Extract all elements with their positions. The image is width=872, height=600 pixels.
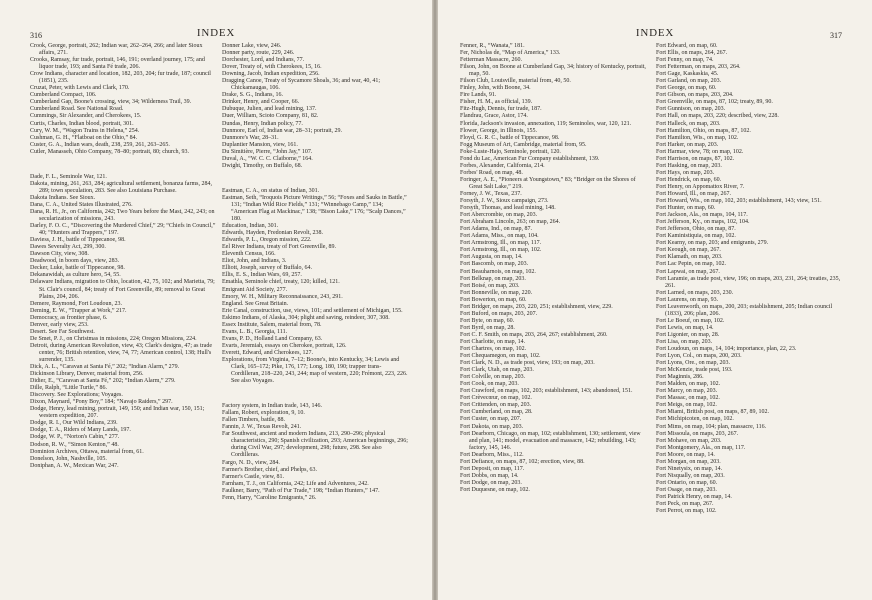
index-entry: Cury, W. M., “Wagon Trains in Helena,” 254. [30,127,140,134]
index-entry: Fort Missoula, on maps, 203, 267. [656,430,739,437]
index-entry: Dille, Ralph, “Little Turtle,” 86. [30,385,107,392]
index-entry: Dover, Treaty of, with Cherokees, 15, 16. [222,64,322,71]
index-entry: Fort Howard, Wis., on map, 102, 203; establishment, 143; view, 151. [656,198,822,205]
section-gap [30,162,217,168]
index-entry: Drake, S. G., Indians, 16. [222,92,283,99]
index-entry: Fort Lisa, on map, 203. [656,338,713,345]
index-entry: Education, Indian, 301. [222,223,279,230]
index-entry: Fort Loudoun, on maps, 14, 104; importance, plan, 22, 23. [656,346,797,353]
index-entry: Fort Hunter, on map, 60. [656,205,716,212]
index-entry: Fort Defiance, on maps, 87, 102; erection, view, 88. [460,458,585,465]
index-entry: Cumberland Road. See National Road. [30,106,124,113]
index-entry: Fort C. F. Smith, on maps, 203, 264, 267; establishment, 260. [460,331,608,338]
index-entry: Fort Adams, Ind., on map, 87. [460,226,532,233]
index-entry: Curtis, Charles, Indian blood, portrait, 301. [30,120,134,127]
index-entry: Cushman, G. H., “Flatboat on the Ohio,” 84. [30,134,138,141]
left-page [0,0,432,600]
index-entry: Everett, Edward, and Cherokees, 127. [222,349,313,356]
index-entry: Floyd, G. R. C., battle of Tippecanoe, 98. [460,134,560,141]
index-entry: Discovery. See Explorations; Voyages. [30,392,123,399]
index-entry: Fort Bridger, on maps, 203, 220, 251; establishment, view, 229. [460,303,613,310]
index-entry: Dodge, W. P., “Norton's Cabin,” 277. [30,434,120,441]
index-entry: Fort Gage, Kaskaskia, 45. [656,71,719,78]
index-entry: Fort Keough, on map, 267. [656,247,721,254]
index-entry: Fort Clark, Utah, on map, 203. [460,367,534,374]
index-entry: Dakota, mining, 261, 263, 284; agricultural settlement, bonanza farms, 284, 289; town speculation, 283. See also Louisiana Purchase. [30,180,212,194]
index-entry: Dunmore's War, 28–31. [222,134,279,141]
left-column-b [222,43,409,502]
index-entry: Cumberland Compact, 106. [30,92,97,99]
index-entry: Fort Charlotte, on map, 14. [460,338,526,345]
index-entry: Dodson, R. W., “Simon Kenton,” 48. [30,441,119,448]
index-entry: Fort Halleck, on map, 203. [656,120,721,127]
index-entry: Duval, A., “W. C. C. Claiborne,” 164. [222,155,313,162]
index-entry: Fort Harrison, on maps, 87, 102. [656,155,735,162]
index-entry: Eliot, John, and Indians, 3. [222,258,287,265]
index-entry: Fort Klamath, on map, 203. [656,254,723,261]
index-entry: Fort Mohave, on map, 203. [656,437,722,444]
index-entry: Fort Ellis, on maps, 264, 267. [656,50,728,57]
index-entry: Fort Moore, on map, 14. [656,451,715,458]
index-entry: Fort Perrot, on map, 102. [656,508,717,515]
index-entry: Dawson City, view, 308. [30,251,89,258]
index-entry: Emathla, Seminole chief, treaty, 120; killed, 121. [222,279,340,286]
index-entry: Dominion Archives, Ottawa, material from, 61. [30,448,144,455]
index-entry: Fer, Nicholas de, “Map of America,” 133. [460,50,561,57]
index-entry: Edwards, Hayden, Fredonian Revolt, 238. [222,230,323,237]
running-head-left: INDEX [196,27,236,39]
index-entry: Fort Lyon, Col., on maps, 200, 203. [656,353,742,360]
index-entry: Fort Morgan, on map, 203. [656,458,721,465]
index-entry: Farmer's Brother, chief, and Phelps, 63. [222,466,317,473]
index-entry: Fort George, on map, 60. [656,85,717,92]
index-entry: Erie Canal, construction, use, views, 101; and settlement of Michigan, 155. [222,307,403,314]
index-entry: Dundas, Henry, Indian policy, 77. [222,120,303,127]
index-entry: Dana, R. H., Jr., on California, 242; Two Years before the Mast, 242, 243; on secularization of missions, 243. [30,208,215,223]
index-entry: Evans, L. B., Georgia, 111. [222,328,288,335]
index-entry: Fort Meigs, on map, 102. [656,402,717,409]
index-entry: Fort Jefferson, Ky., on maps, 102, 104. [656,219,750,226]
index-entry: Eastman, Seth, “Iroquois Picture Writings,” 56; “Foxes and Sauks in Battle,” 131; “Indian Wild Rice Fields,” 131; “Winnebago Camp,” 134; “American Flag at Mackinac,” 138; “Bison Lake,” 176; “Scalp Dances,” 180. [222,194,407,223]
index-entry: Fort Ontario, on map, 60. [656,479,718,486]
index-entry: Detroit, during American Revolution, view, 43; Clark's designs, 47; as trade center, 76; British retention, view, 74, 77; American control, 138; Hull's surrender, 135. [30,342,212,363]
index-entry: Demere, Raymond, Fort Loudoun, 23. [30,300,122,307]
index-entry: Fogg Museum of Art, Cambridge, material from, 95. [460,141,587,148]
index-entry: Fort Ligonier, on map, 28. [656,331,720,338]
index-entry: Fort Miami, British post, on maps, 87, 89, 102. [656,409,770,416]
index-entry: Deming, E. W., “Trapper at Work,” 217. [30,307,127,314]
index-entry: Fort Hendrick, on map, 60. [656,176,722,183]
index-entry: Fort Lapwai, on map, 267. [656,268,720,275]
index-entry: Forbes, Alexander, California, 214. [460,162,545,169]
index-entry: Dorchester, Lord, and Indians, 77. [222,57,305,64]
index-entry: Desert. See Far Southwest. [30,328,95,335]
page-number-left: 316 [30,31,42,40]
index-entry: Fort Fenny, on map, 74. [656,57,714,64]
index-entry: Darley, F. O. C., “Discovering the Murdered Chief,” 29; “Chiefs in Council,” 40; “Hunters and Trappers,” 197. [30,223,216,237]
index-entry: Dawes Severalty Act, 299, 300. [30,244,106,251]
section-gap [222,391,409,397]
index-entry: Fort Leavenworth, on maps, 200, 203; establishment, 205; Indian council (1833), 206; plan, 206. [656,303,833,317]
index-entry: Fort Jackson, Ala., on maps, 104, 117. [656,212,748,219]
index-entry: Dakota Indians. See Sioux. [30,194,96,201]
index-entry: Fort Patrick Henry, on map, 14. [656,494,732,500]
index-entry: Fort Harmar, view, 78; on map, 102. [656,148,744,155]
index-entry: Evarts, Jeremiah, essays on Cherokee, portrait, 126. [222,342,347,349]
running-head-right: INDEX [635,27,675,39]
index-entry: Dade, F. L., Seminole War, 121. [30,173,107,180]
index-entry: Du Simitière, Pierre, “John Jay,” 107. [222,148,313,155]
index-entry: Fort Henry, on Appomattox River, 7. [656,183,745,190]
index-entry: Fort McKenzie, trade post, 193. [656,367,733,374]
index-entry: Deadwood, in boom days, view, 283. [30,258,120,265]
index-entry: Eleventh Census, 166. [222,251,276,258]
index-entry: Dick, A. L., “Caravan at Santa Fé,” 202; “Indian Alarm,” 279. [30,364,180,371]
index-entry: England. See Great Britain. [222,300,289,307]
index-entry: Custer, G. A., Indian wars, death, 238, 259, 261, 263–265. [30,141,170,148]
index-entry: Fort Crittenden, on map, 203. [460,402,532,409]
index-entry: Forsyth, J. W., Sioux campaign, 273. [460,198,549,205]
index-entry: Edwards, P. L., Oregon mission, 222. [222,237,312,244]
index-entry: Dubuque, Julien, and lead mining, 137. [222,106,317,113]
index-entry: Dodge, T. A., Riders of Many Lands, 197. [30,427,131,434]
index-entry: Emory, W. H., Military Reconnaissance, 243, 291. [222,293,343,300]
index-entry: Fenner, R., “Wanata,” 181. [460,43,525,49]
index-entry: Fort Hays, on map, 203. [656,169,715,176]
index-entry: Eastman, C. A., on status of Indian, 301. [222,187,320,194]
index-entry: Fort Hamilton, Wis., on map, 102. [656,134,739,141]
index-entry: Fannin, J. W., Texas Revolt, 241. [222,424,302,431]
index-entry: Dodge, Henry, lead mining, portrait, 149, 150; and Indian war, 150, 151; western expedition, 207. [30,406,205,420]
index-entry: Fort Le Boeuf, on map, 102. [656,317,725,324]
index-entry: Fort Byte, on map, 60. [460,317,515,324]
index-entry: Foke-Luste-Hajo, Seminole, portrait, 120. [460,148,561,155]
page-number-right: 317 [830,31,842,40]
index-entry: Fort Harker, on map, 203. [656,141,719,148]
index-entry: Fisher, H. M., as official, 139. [460,99,533,106]
index-entry: Fetterman Massacre, 260. [460,57,522,64]
index-entry: Foringer, A. E., “Pioneers at Youngstown,” 83; “Bridger on the Shores of Great Salt Lake,” 219. [460,176,636,190]
index-entry: Dekanawidah, as culture hero, 54, 55. [30,272,121,279]
index-entry: Fort Armstrong, Ill., on map, 117. [460,240,542,247]
index-entry: Fort Hamilton, Ohio, on maps, 87, 102. [656,127,751,134]
index-entry: Democracy, as frontier phase, 6. [30,314,108,321]
index-entry: Fort Howard, Ill., on map, 267. [656,190,731,197]
index-entry: Fort Maginnis, 286. [656,374,704,381]
index-entry: Crow Indians, character and location, 182, 203, 204; fur trade, 187; council (1851), 235. [30,71,211,85]
index-entry: Fort Colville, on map, 203. [460,374,526,381]
index-entry: Fort Dobbs, on map, 14. [460,472,519,479]
index-entry: Fallam, Robert, exploration, 9, 10. [222,410,305,417]
index-entry: Factory system, in Indian trade, 143, 146. [222,403,322,410]
index-entry: Donner Lake, view, 246. [222,43,282,49]
index-entry: Fitz-Hugh, Dennis, fur trade, 187. [460,106,542,113]
index-entry: Fort Massac, on map, 102. [656,395,720,402]
index-entry: Fort Chartres, on map, 102. [460,346,527,353]
index-entry: Finley, John, with Boone, 34. [460,85,531,92]
index-entry: Dixon, Maynard, “Pony Boy,” 184; “Navajo Raiders,” 297. [30,399,173,406]
index-entry: Fort Kaministiquia, on map, 102. [656,233,736,240]
index-entry: Fort Bowerton, on map, 60. [460,296,527,303]
left-column-a [30,43,217,470]
index-entry: Crook, George, portrait, 262; Indian war, 262–264, 266; and later Sioux affairs, 271. [30,43,203,57]
index-entry: Fort Fetterman, on maps, 203, 264. [656,64,741,71]
index-entry: Cumberland Gap, Boone's crossing, view, 34; Wilderness Trail, 39. [30,99,192,106]
index-entry: Fort Cumberland, on map, 28. [460,409,533,416]
index-entry: Forney, J. W., Texas, 237. [460,190,522,197]
index-entry: Fort Belknap, on map, 203. [460,275,526,282]
index-entry: Fort Adams, Miss., on map, 104. [460,233,539,240]
index-entry: Farnham, T. J., on California, 242; Life and Adventures, 242. [222,480,369,487]
right-column-a [460,43,647,494]
index-entry: Decker, Luke, battle of Tippecanoe, 98. [30,265,125,272]
index-entry: Fort Osage, on map, 203. [656,486,717,493]
index-entry: Fort Dearborn, Miss., 112. [460,451,524,458]
index-entry: Cutler, Manasseh, Ohio Company, 78–80; portrait, 80; church, 93. [30,148,190,155]
index-entry: Fort Crèvecœur, on map, 102. [460,395,532,402]
index-entry: Fort Custer, on map, 207. [460,416,522,423]
index-entry: Fort Gibson, on maps, 203, 204. [656,92,734,99]
index-entry: Fort Laramie, as trade post, view, 196; on maps, 203, 231, 264; treaties, 235, 261. [656,275,841,289]
index-entry: Drinker, Henry, and Cooper, 66. [222,99,300,106]
index-entry: Essex Institute, Salem, material from, 78. [222,321,322,328]
index-entry: Faulkner, Barry, “Path of Fur Trade,” 198; “Indian Hunters,” 147. [222,487,380,494]
index-entry: Fort Abercrombie, on map, 203. [460,212,538,219]
index-entry: Fort Byrd, on map, 28. [460,324,515,331]
index-entry: Dunmore, Earl of, Indian war, 28–31; portrait, 29. [222,127,343,134]
index-entry: Fort Crawford, on maps, 102, 203; establishment, 143; abandoned, 151. [460,388,633,395]
index-entry: Fort Laurens, on map, 93. [656,296,719,303]
index-entry: Fort Deposit, on map, 117. [460,465,525,472]
index-entry: Fort Clark, N. D., as trade post, view, 193; on map, 203. [460,360,595,367]
index-entry: Farmer's Castle, view, 81. [222,473,285,480]
index-entry: Far Southwest, ancient and modern Indians, 213, 290–296; physical characteristics, 290; Spanish civilization, 293; American beginnings, 296; during Civil War, 297; development, 298; future, 298. See also Cordilleras. [222,431,408,459]
index-entry: Fort Edward, on map, 60. [656,43,718,49]
index-entry: Fort Ninetysix, on map, 14. [656,465,723,472]
index-entry: Fort Lewis, on map, 14. [656,324,714,331]
index-entry: Cummings, Sir Alexander, and Cherokees, 15. [30,113,142,120]
index-entry: Didier, E., “Caravan at Santa Fé,” 202; “Indian Alarm,” 279. [30,378,176,385]
index-entry: Elliott, Joseph, survey of Buffalo, 64. [222,265,313,272]
index-entry: Doniphan, A. W., Mexican War, 247. [30,462,119,469]
index-entry: Fort Abraham Lincoln, 263; on map, 264. [460,219,561,226]
index-entry: Fort Boisé, on map, 203. [460,282,520,289]
index-entry: Ellis, E. S., Indian Wars, 69, 257. [222,272,302,279]
index-entry: Fort Duquesne, on map, 102. [460,486,530,493]
section-gap [222,176,409,182]
index-entry: Fort Larned, on maps, 203, 230. [656,289,734,296]
index-entry: Filson, John, on Boone at Cumberland Gap, 34; history of Kentucky, portrait, map, 50. [460,64,646,78]
index-entry: Donelson, John, Nashville, 105. [30,455,107,462]
index-entry: Fort Cook, on map, 203. [460,381,519,388]
index-entry: Fort Nisqually, on map, 203. [656,472,725,479]
index-entry: Dana, C. A., United States Illustrated, 276. [30,201,133,208]
index-entry: Fort Dearborn, Chicago, on map, 102; establishment, 130; settlement, view and plan, 141; model, evacuation and massacre, 142; rebuilding, 143; factory, 145, 146. [460,430,641,451]
index-entry: Fort Michipicoten, on map, 102. [656,416,734,423]
index-entry: Dickinson Library, Denver, material from, 256. [30,371,144,378]
index-entry: Flandrau, Grace, Astor, 174. [460,113,528,120]
index-entry: Forbes' Road, on map, 48. [460,169,523,176]
index-entry: Emigrant Aid Society, 277. [222,286,288,293]
index-entry: Dodge, R. I., Our Wild Indians, 239. [30,420,118,427]
index-entry: Denver, early view, 253. [30,321,89,328]
index-entry: Fort Kearny, on map, 203; and emigrants, 279. [656,240,769,247]
index-entry: Fort Jefferson, Ohio, on map, 87. [656,226,736,233]
index-entry: Fort Dakota, on map, 203. [460,423,524,430]
index-entry: Forsyth, Thomas, and lead mining, 148. [460,205,556,212]
index-entry: Florida, Jackson's invasion, annexation, 119; Seminoles, war, 120, 121. [460,120,632,127]
index-entry: Evans, P. D., Holland Land Company, 63. [222,335,323,342]
index-entry: Fort Marcy, on map, 203. [656,388,718,395]
index-entry: Delaware Indians, migration to Ohio, location, 42, 75, 102; and Marietta, 79; St. Clair's council, 84; treaty of Fort Greenville, 89; removal to Great Plains, 204, 206. [30,279,215,300]
index-entry: Fort Armstrong, Ill., on map, 102. [460,247,542,254]
index-entry: Eel River Indians, treaty of Fort Greenville, 89. [222,244,336,251]
index-entry: Fort Montgomery, Ala., on map, 117. [656,444,746,451]
index-entry: Daviess, J. H., battle of Tippecanoe, 98. [30,237,126,244]
index-entry: Fort Hasking, on map, 203. [656,162,722,169]
index-entry: Crooks, Ramsay, fur trade, portrait, 146, 191; overland journey, 175; and liquor trade, 193; and Santa Fé trade, 206. [30,57,205,71]
index-entry: Fort Chequamegon, on map, 102. [460,353,541,360]
index-entry: Fargo, N. D., view, 284. [222,459,280,466]
index-entry: Eskimo Indians, of Alaska, 304; plight and saving, reindeer, 307, 308. [222,314,390,321]
index-entry: Explorations, from Virginia, 7–12; Boone's, into Kentucky, 34; Lewis and Clark, 165–172; Pike, 176, 177; Long, 180, 190; trapper trans-Cordilleran, 218–220, 243, 244; map of western, 220; Frémont, 223, 226. See also Voyages. [222,356,408,385]
index-entry: Fort Beauharnois, on map, 102. [460,268,536,275]
right-page [438,0,872,600]
index-entry: Fort Gunnison, on map, 203. [656,106,726,113]
right-column-b [656,43,843,515]
index-entry: Fire Lands, 91. [460,92,497,99]
index-entry: Fallen Timbers, battle, 88. [222,417,285,424]
index-entry: Fort Greenville, on maps, 87, 102; treaty, 89, 90. [656,99,773,106]
index-entry: Flower, George, in Illinois, 155. [460,127,537,134]
index-entry: Fort Dodge, on map, 203. [460,479,522,486]
index-entry: Fort Bascomb, on map, 203. [460,261,529,268]
index-entry: Fort Bonneville, on map, 220. [460,289,533,296]
index-entry: Dragging Canoe, Treaty of Sycamore Shoals, 36; and war, 40, 41; Chickamaugas, 106. [222,78,381,92]
index-entry: Donner party, route, 229, 246. [222,50,295,57]
index-entry: Dwight, Timothy, on Buffalo, 68. [222,162,303,169]
index-entry: Fort Garland, on map, 203. [656,78,722,85]
index-entry: Fort Lac Pepin, on map, 102. [656,261,726,268]
index-entry: Fort Buford, on maps, 203, 207. [460,310,538,317]
index-entry: Fort Augusta, on map, 14. [460,254,523,261]
index-entry: Fort Hall, on maps, 203, 220; described, view, 228. [656,113,779,120]
index-entry: Fort Lyons, Ore., on map, 203. [656,360,730,367]
index-entry: Cruzat, Peter, with Lewis and Clark, 170. [30,85,130,92]
index-entry: Filson Club, Louisville, material from, 40, 50. [460,78,571,85]
index-entry: Fenn, Harry, “Caroline Emigrants,” 26. [222,494,317,501]
index-entry: Duer, William, Scioto Company, 81, 82. [222,113,319,120]
index-entry: Fort Mims, on map, 104; plan, massacre, 116. [656,423,767,430]
index-entry: Fort Malden, on map, 102. [656,381,721,388]
index-entry: Downing, Jacob, Indian expedition, 256. [222,71,320,78]
index-entry: Fort Peck, on map, 267. [656,501,714,508]
index-entry: De Smet, P. J., on Christmas in missions, 224; Oregon Missions, 224. [30,335,197,342]
index-entry: Duplantier Mansion, view, 161. [222,141,298,148]
index-entry: Fond du Lac, American Fur Company establishment, 139. [460,155,600,162]
